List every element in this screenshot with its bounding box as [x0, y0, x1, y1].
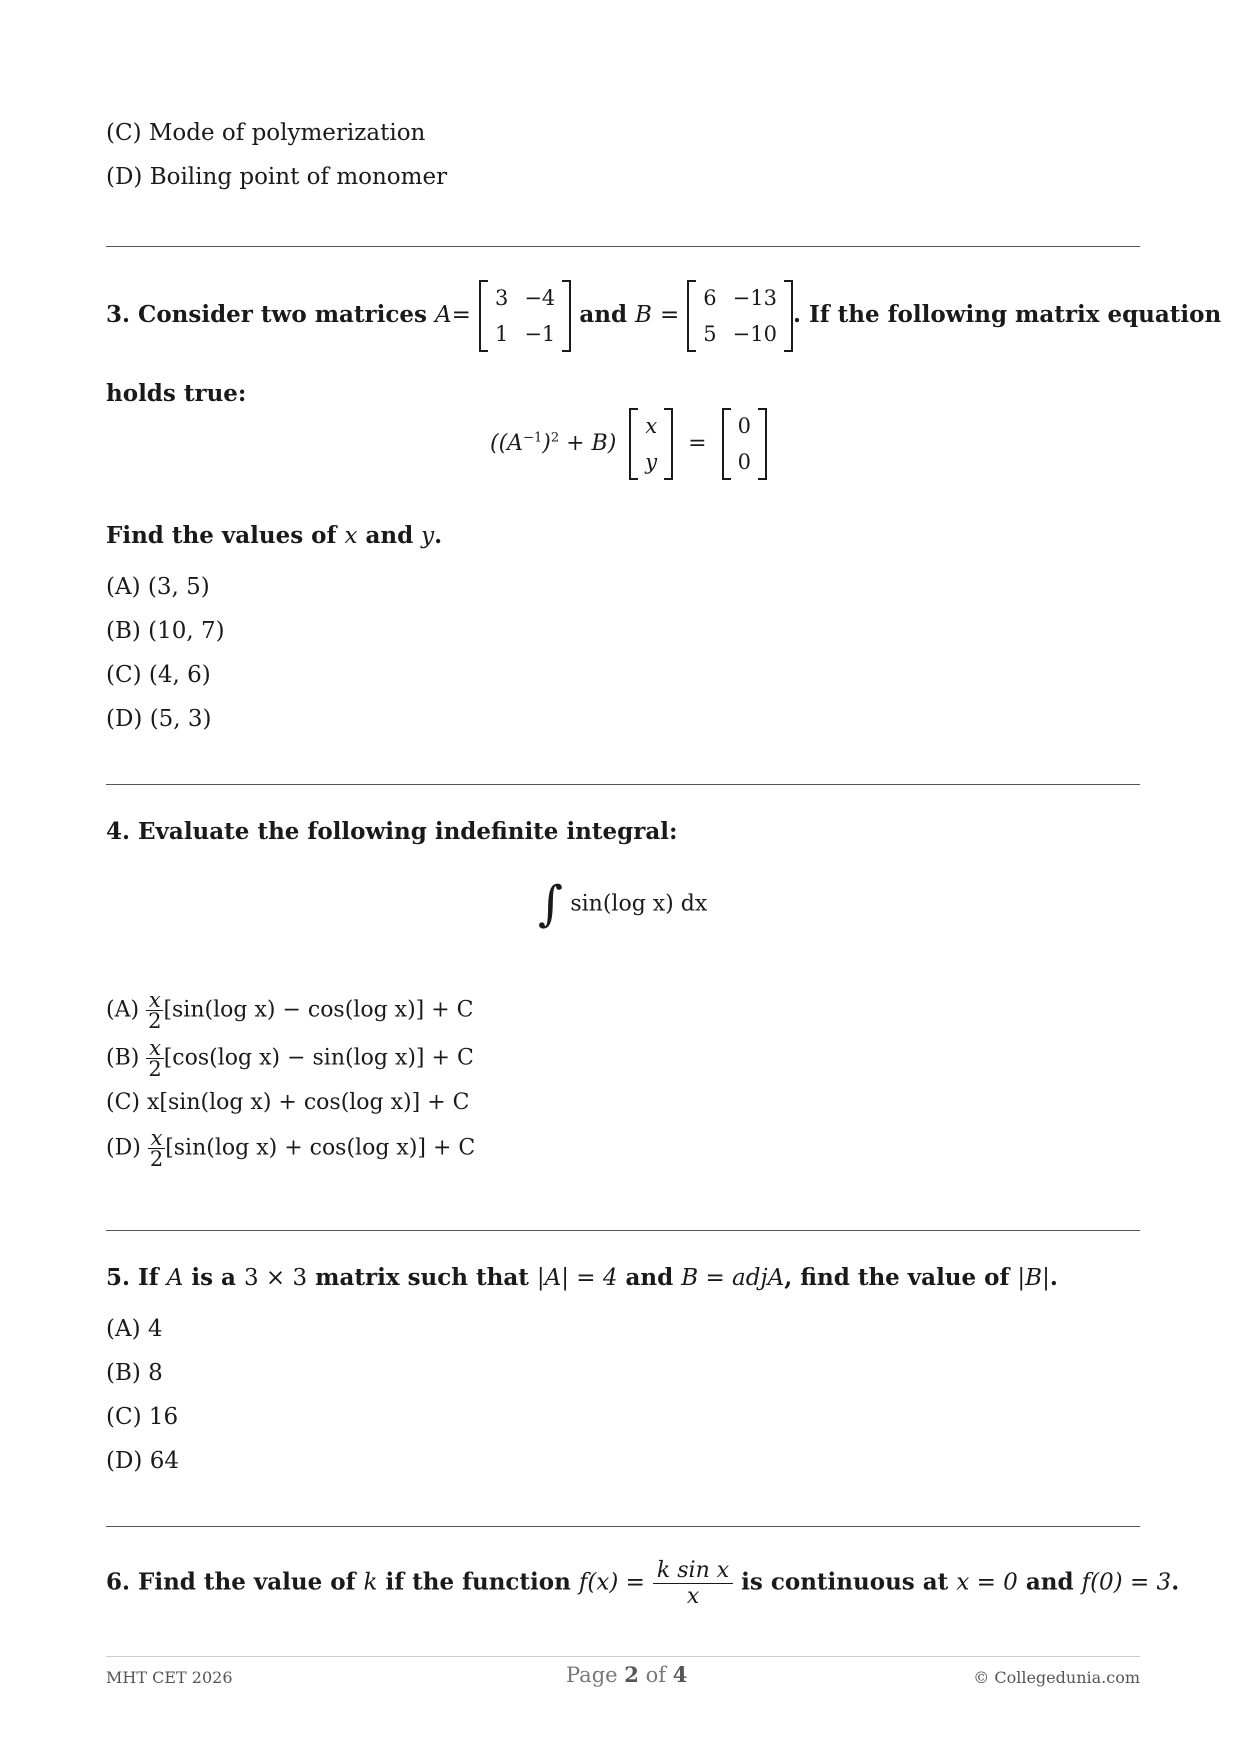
q4-title: 4. Evaluate the following indefinite integral:	[106, 818, 678, 845]
q3-option-a: (A) (3, 5)	[106, 574, 210, 600]
q3-statement	[106, 280, 1221, 352]
q5-option-d: (D) 64	[106, 1448, 179, 1474]
x-over-2-fraction: $\frac{x}{2}$	[149, 1126, 164, 1171]
divider	[106, 1230, 1140, 1231]
equation-lhs: ((A	[490, 431, 524, 456]
q5-option-c: (C) 16	[106, 1404, 179, 1430]
q6-statement: 6. Find the value of k if the function f(x) = $\frac{\text{k sin x}}{x}$ is continuous at x = 0 and f(0) = 3.	[106, 1558, 1180, 1609]
q4-option-d	[106, 1128, 475, 1169]
option-label: (D)	[106, 1135, 141, 1161]
option-expression: x[sin(log x) + cos(log x)] + C	[147, 1090, 470, 1115]
q5-statement: 5. If A is a 3 × 3 matrix such that |A| = 4 and B = adjA, find the value of |B|.	[106, 1264, 1058, 1291]
integrand: sin(log x) dx	[570, 891, 708, 917]
equation-mid: )	[542, 431, 551, 456]
find-y: y	[421, 523, 435, 549]
vector-xy-cell: y	[645, 450, 658, 474]
equation-plus: + B)	[559, 431, 617, 456]
option-label: (C)	[106, 1090, 140, 1115]
q3-option-d: (D) (5, 3)	[106, 706, 212, 732]
matrix-a	[479, 280, 571, 352]
option-expression: [cos(log x) − sin(log x)] + C	[163, 1045, 474, 1071]
x-over-2-fraction: $\frac{x}{2}$	[148, 988, 162, 1033]
option-label: (B)	[106, 1045, 140, 1071]
q3-find	[106, 522, 442, 549]
q2-option-d: (D) Boiling point of monomer	[106, 164, 448, 190]
integral-sign: ∫	[538, 876, 564, 932]
vector-xy	[629, 408, 673, 480]
matrix-a-cell: 3	[494, 286, 509, 310]
q3-intro: Consider two matrices	[138, 301, 428, 328]
q3-and: and	[579, 301, 628, 328]
matrix-b-cell: −10	[732, 322, 777, 346]
q2-option-c: (C) Mode of polymerization	[106, 120, 426, 146]
q4-integral	[538, 876, 707, 932]
vector-zero	[722, 408, 767, 480]
matrix-b	[687, 280, 793, 352]
matrix-b-cell: 6	[703, 286, 717, 310]
ksinx-over-x-fraction: $\frac{\text{k sin x}}{x}$	[653, 1558, 733, 1609]
equation-sup1: −1	[523, 430, 543, 446]
option-label: (A)	[106, 997, 140, 1023]
find-dot: .	[434, 522, 443, 549]
q4-option-b	[106, 1038, 474, 1079]
divider	[106, 1526, 1140, 1527]
footer-exam-name: MHT CET 2026	[106, 1668, 233, 1687]
equals-sign: =	[688, 431, 707, 456]
equation-sup2: 2	[550, 430, 560, 446]
find-x: x	[344, 523, 358, 549]
q3-number: 3.	[106, 301, 131, 328]
vector-zero-cell: 0	[737, 450, 751, 474]
matrix-a-label: A	[435, 302, 452, 328]
find-and: and	[365, 522, 414, 549]
matrix-b-cell: −13	[732, 286, 777, 310]
q4-option-c	[106, 1090, 469, 1115]
matrix-a-cell: −1	[524, 322, 556, 346]
q3-after: . If the following matrix equation	[792, 301, 1222, 328]
footer-copyright: © Collegedunia.com	[973, 1668, 1140, 1687]
q5-option-b: (B) 8	[106, 1360, 163, 1386]
q5-option-a: (A) 4	[106, 1316, 163, 1342]
q3-holds: holds true:	[106, 380, 247, 407]
divider	[106, 246, 1140, 247]
footer-rule	[106, 1656, 1140, 1657]
q3-option-c: (C) (4, 6)	[106, 662, 211, 688]
vector-zero-cell: 0	[737, 414, 751, 438]
equals-sign: =	[451, 302, 471, 328]
x-over-2-fraction: $\frac{x}{2}$	[148, 1036, 162, 1081]
vector-xy-cell: x	[645, 414, 658, 438]
q4-option-a	[106, 990, 474, 1031]
matrix-a-cell: −4	[524, 286, 556, 310]
q3-equation	[490, 408, 767, 480]
option-expression: [sin(log x) + cos(log x)] + C	[165, 1135, 476, 1161]
find-text: Find the values of	[106, 522, 337, 549]
option-expression: [sin(log x) − cos(log x)] + C	[163, 997, 474, 1023]
equals-sign: =	[659, 302, 680, 328]
matrix-b-label: B	[635, 302, 652, 328]
divider	[106, 784, 1140, 785]
page-number: Page 2 of 4	[566, 1662, 688, 1687]
matrix-a-cell: 1	[494, 322, 509, 346]
matrix-b-cell: 5	[703, 322, 717, 346]
q3-option-b: (B) (10, 7)	[106, 618, 225, 644]
